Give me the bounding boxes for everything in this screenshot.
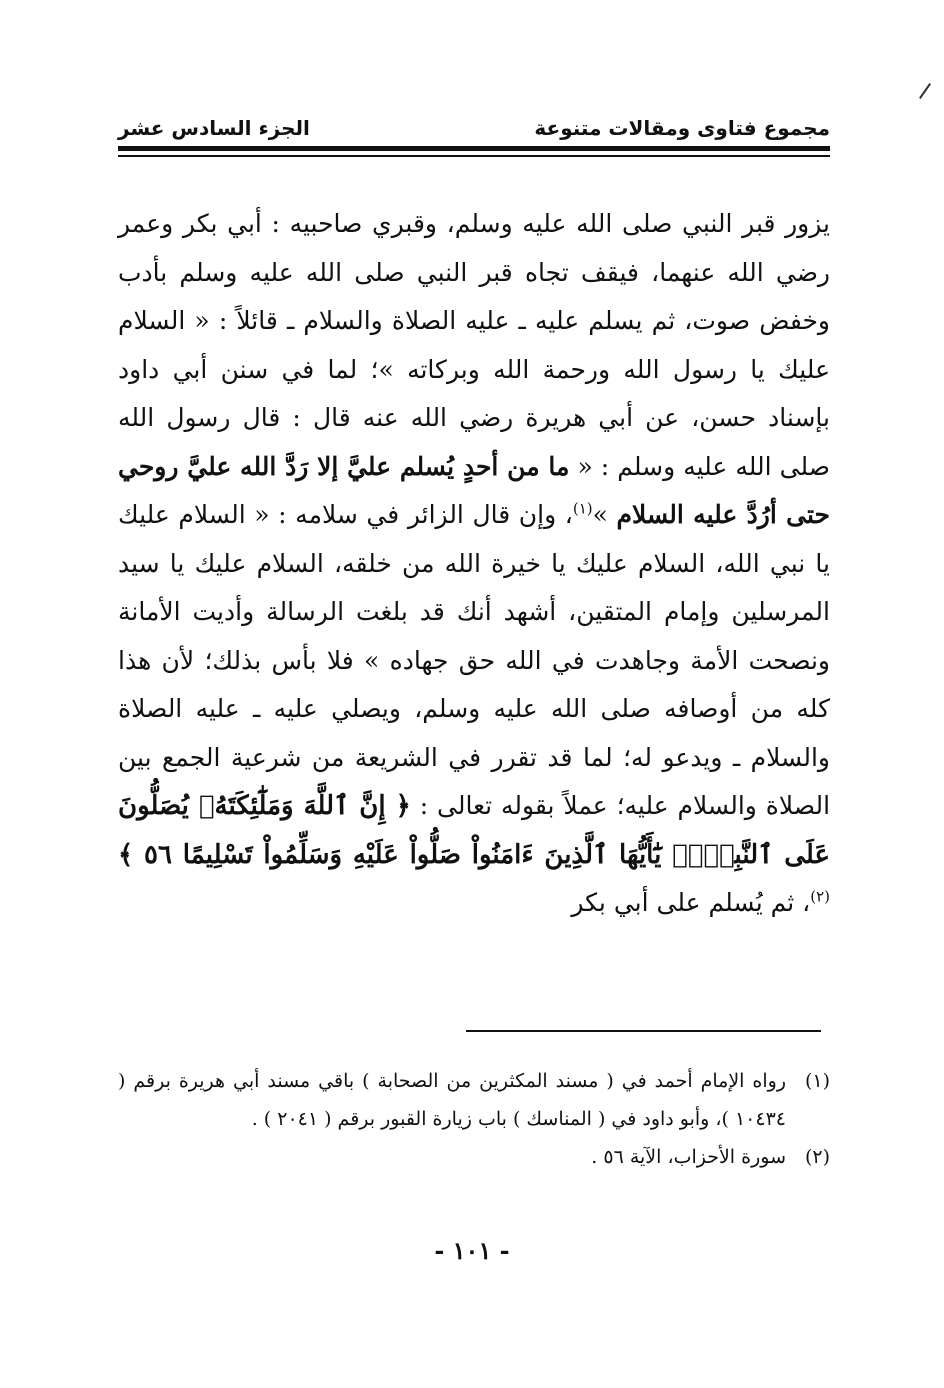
volume-title: الجزء السادس عشر xyxy=(118,116,310,140)
page-number: - ١٠١ - xyxy=(434,1236,510,1265)
footnote-ref-2: (٢) xyxy=(810,887,830,906)
quran-verse: ﴿ إِنَّ ٱللَّهَ وَمَلَٰٓئِكَتَهُۥ يُصَلُّونَ عَلَى ٱلنَّبِيِّۚ يَٰٓأَيُّهَا ٱلَّذِينَ ءَامَنُواْ صَلُّواْ عَلَيْهِ وَسَلِّمُواْ تَسْلِيمًا ٥٦ ﴾ xyxy=(118,791,830,870)
running-header xyxy=(118,108,830,140)
main-paragraph xyxy=(118,200,830,928)
footnotes xyxy=(118,1062,830,1176)
footnote-text: سورة الأحزاب، الآية ٥٦ . xyxy=(591,1146,786,1168)
hadith-text: ما من أحدٍ يُسلم عليَّ إلا رَدَّ الله عليَّ روحي حتى أرُدَّ عليه السلام xyxy=(118,451,831,529)
text-part-1: يزور قبر النبي صلى الله عليه وسلم، وقبري صاحبيه : أبي بكر وعمر رضي الله عنهما، فيقف تجاه قبر النبي صلى الله عليه وسلم بأدب وخفض صوت، ثم يسلم عليه ـ عليه الصلاة والسلام ـ قائلاً : « السلام عليك يا رسول الله ورحمة الله وبركاته »؛ لما في سنن أبي داود بإسناد حسن، عن أبي هريرة رضي الله عنه قال : قال رسول الله صلى الله عليه وسلم : « xyxy=(118,209,830,481)
footnote-separator xyxy=(466,1030,821,1032)
footnote-ref-1: (١) xyxy=(572,499,593,518)
book-title: مجموع فتاوى ومقالات متنوعة xyxy=(534,116,830,140)
footnote-1 xyxy=(118,1062,830,1138)
header-rule-thick xyxy=(118,146,830,151)
footnote-text: رواه الإمام أحمد في ( مسند المكثرين من الصحابة ) باقي مسند أبي هريرة برقم ( ١٠٤٣٤ )، وأبو داود في ( المناسك ) باب زيارة القبور برقم ( ٢٠٤١ ) . xyxy=(118,1070,786,1130)
footnote-2 xyxy=(118,1138,830,1176)
hadith-close-quote: » xyxy=(592,500,608,529)
text-part-4: ، ثم يُسلم على أبي بكر xyxy=(571,888,811,917)
header-rule-thin xyxy=(118,155,830,157)
footnote-number: (٢) xyxy=(804,1146,830,1168)
corner-mark xyxy=(919,83,931,99)
main-text xyxy=(118,200,830,928)
footnote-number: (١) xyxy=(804,1070,830,1092)
text-part-3: ، وإن قال الزائر في سلامه : « السلام عليك يا نبي الله، السلام عليك يا خيرة الله من خلقه، السلام عليك يا سيد المرسلين وإمام المتقين، أشهد أنك قد بلغت الرسالة وأديت الأمانة ونصحت الأمة وجاهدت في الله حق جهاده » فلا بأس بذلك؛ لأن هذا كله من أوصافه صلى الله عليه وسلم، ويصلي عليه ـ عليه الصلاة والسلام ـ ويدعو له؛ لما قد تقرر في الشريعة من شرعية الجمع بين الصلاة والسلام عليه؛ عملاً بقوله تعالى : xyxy=(118,500,831,820)
